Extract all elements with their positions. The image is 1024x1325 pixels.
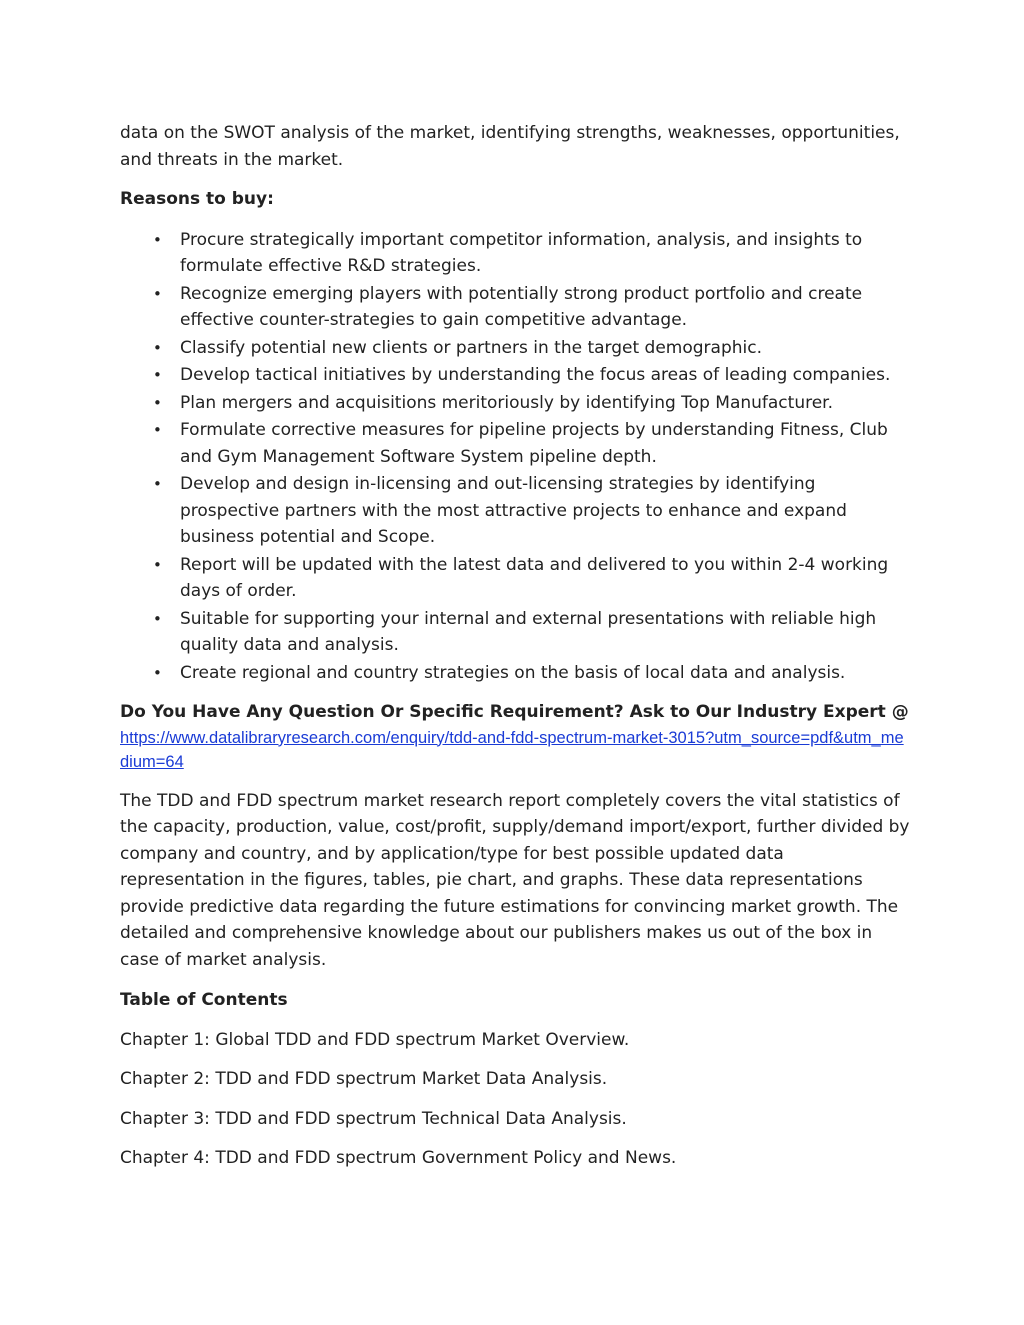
reasons-heading: Reasons to buy: [120,189,274,209]
list-item [120,390,910,417]
intro-paragraph: data on the SWOT analysis of the market, identifying strengths, weaknesses, opportunities, and threats in the market. [120,123,900,170]
bullet-icon: • [153,663,162,682]
list-item-text: Formulate corrective measures for pipeline projects by understanding Fitness, Club and Gym Management Software System pipeline depth. [180,420,888,467]
report-description: The TDD and FDD spectrum market research report completely covers the vital statistics of the capacity, production, value, cost/profit, supply/demand import/export, further divided by company and country, and by application/type for best possible updated data representation in the figures, tables, pie chart, and graphs. These data representations provide predictive data regarding the future estimations for convincing market growth. The detailed and comprehensive knowledge about our publishers makes us out of the box in case of market analysis. [120,790,910,970]
list-item [120,281,910,334]
list-item-text: Suitable for supporting your internal and external presentations with reliable high quality data and analysis. [180,608,877,655]
list-item [120,660,910,687]
list-item-text: Recognize emerging players with potentially strong product portfolio and create effective counter-strategies to gain competitive advantage. [180,283,863,330]
list-item [120,362,910,389]
bullet-icon: • [153,609,162,628]
toc-chapter-1: Chapter 1: Global TDD and FDD spectrum Market Overview. [120,1029,630,1050]
enquiry-link[interactable]: https://www.datalibraryresearch.com/enquiry/tdd-and-fdd-spectrum-market-3015?utm_source=pdf&utm_medium=64 [120,728,904,771]
bullet-icon: • [153,230,162,249]
bullet-icon: • [153,366,162,384]
bullet-icon: • [153,338,162,357]
toc-chapter-3: Chapter 3: TDD and FDD spectrum Technical Data Analysis. [120,1108,627,1129]
list-item-text: Report will be updated with the latest data and delivered to you within 2-4 working days of order. [180,554,889,601]
bullet-icon: • [153,475,162,493]
list-item-text: Procure strategically important competitor information, analysis, and insights to formulate effective R&D strategies. [180,229,863,276]
bullet-icon: • [153,393,162,412]
list-item [120,552,910,605]
toc-chapter-2: Chapter 2: TDD and FDD spectrum Market Data Analysis. [120,1069,608,1089]
reasons-list [120,227,910,687]
list-item-text: Classify potential new clients or partners in the target demographic. [180,337,763,358]
list-item [120,335,910,362]
bullet-icon: • [153,284,162,303]
list-item [120,606,910,659]
list-item [120,227,910,280]
list-item-text: Plan mergers and acquisitions meritoriously by identifying Top Manufacturer. [180,392,834,413]
bullet-icon: • [153,555,162,574]
toc-heading: Table of Contents [120,990,288,1010]
list-item-text: Create regional and country strategies on the basis of local data and analysis. [180,662,846,683]
list-item [120,471,910,551]
list-item [120,417,910,470]
bullet-icon: • [153,421,162,439]
cta-heading: Do You Have Any Question Or Specific Requirement? Ask to Our Industry Expert @ [120,702,909,722]
list-item-text: Develop and design in-licensing and out-licensing strategies by identifying prospective partners with the most attractive projects to enhance and expand business potential and Scope. [180,474,847,547]
list-item-text: Develop tactical initiatives by understanding the focus areas of leading companies. [180,365,891,385]
toc-chapter-4: Chapter 4: TDD and FDD spectrum Government Policy and News. [120,1148,677,1168]
document-page [120,120,910,1185]
